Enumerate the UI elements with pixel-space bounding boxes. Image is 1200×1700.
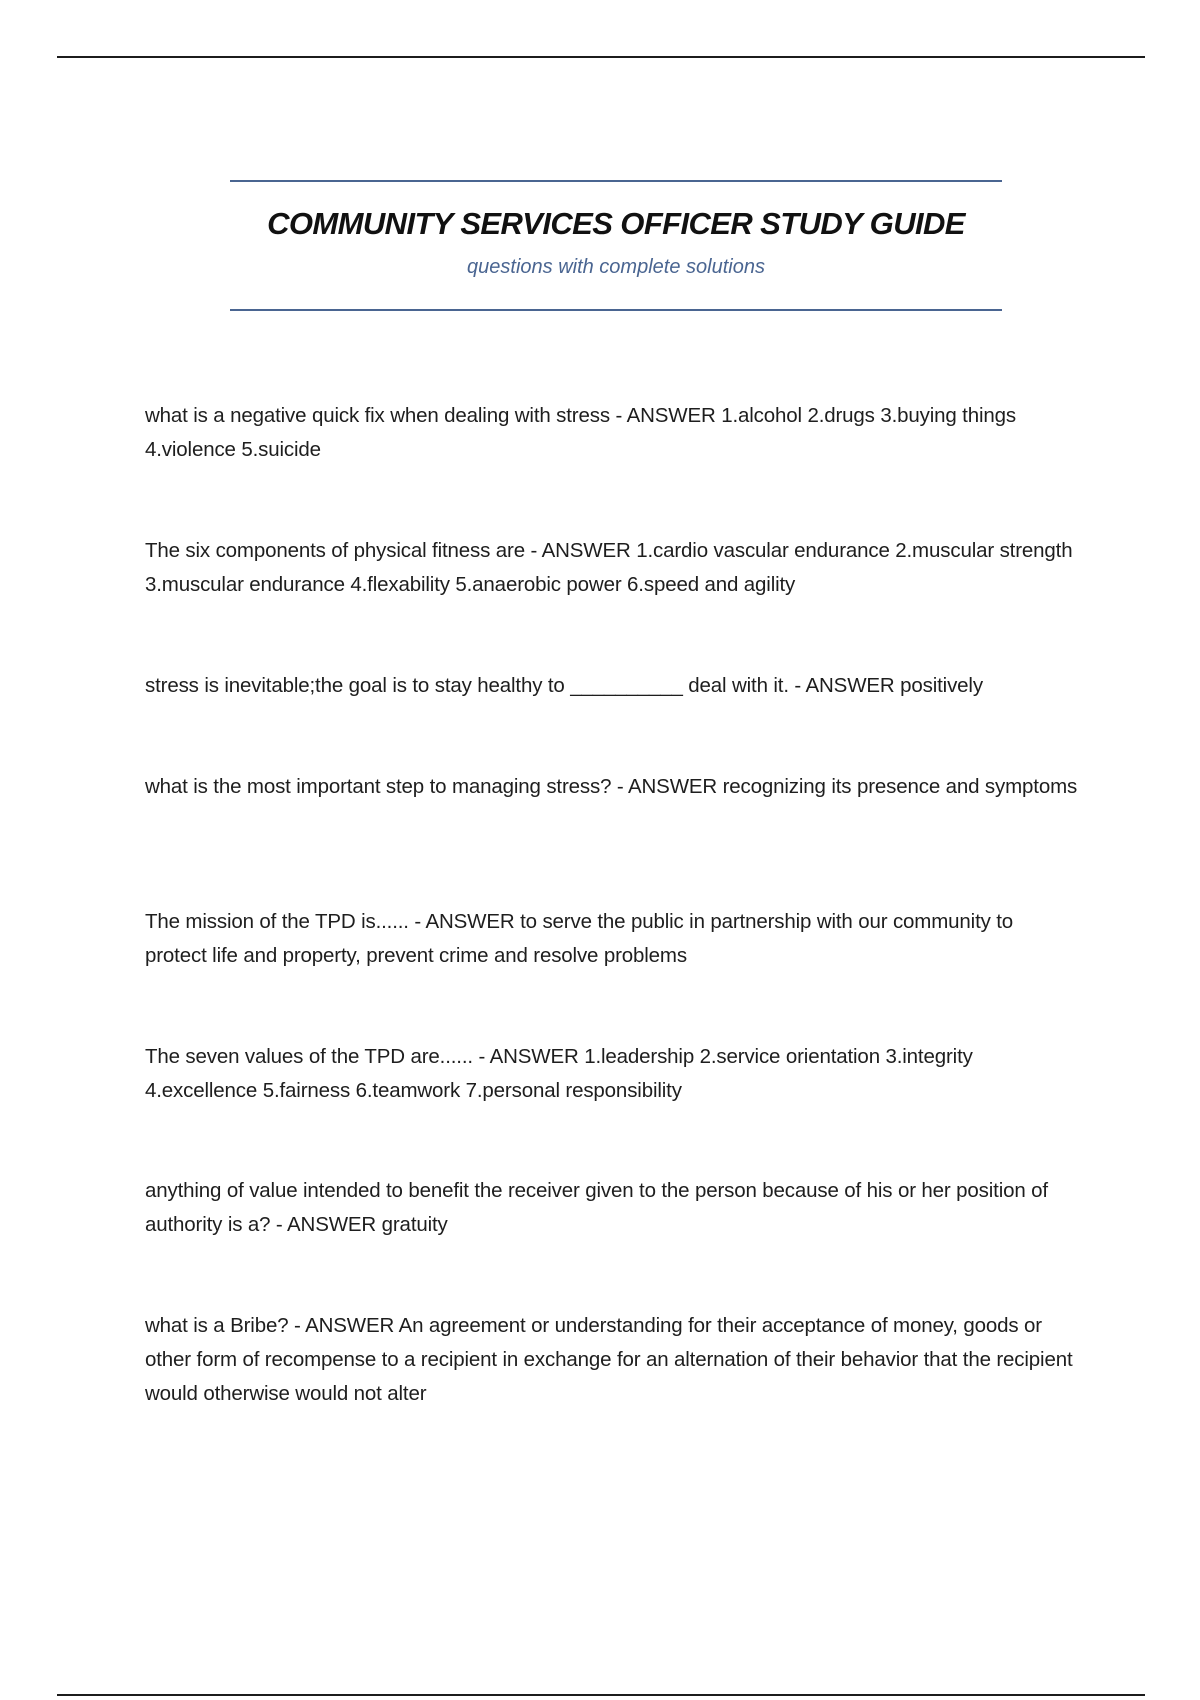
document-title: COMMUNITY SERVICES OFFICER STUDY GUIDE <box>267 206 965 241</box>
document-subtitle: questions with complete solutions <box>467 256 765 278</box>
qa-item: what is the most important step to managing stress? - ANSWER recognizing its presence and symptoms <box>145 775 1078 798</box>
qa-item: stress is inevitable;the goal is to stay healthy to __________ deal with it. - ANSWER positively <box>145 674 983 697</box>
page-header-rule <box>57 56 1145 58</box>
qa-item: what is a negative quick fix when dealing with stress - ANSWER 1.alcohol 2.drugs 3.buying things 4.violence 5.suicide <box>145 404 1016 461</box>
qa-item: what is a Bribe? - ANSWER An agreement or understanding for their acceptance of money, goods or other form of recompense to a recipient in exchange for an alternation of their behavior that the recipient would otherwise would not alter <box>145 1314 1073 1405</box>
qa-item: anything of value intended to benefit the receiver given to the person because of his or her position of authority is a? - ANSWER gratuity <box>145 1179 1048 1236</box>
qa-item: The mission of the TPD is...... - ANSWER to serve the public in partnership with our community to protect life and property, prevent crime and resolve problems <box>145 910 1014 967</box>
page-footer-rule <box>57 1694 1145 1696</box>
title-block <box>230 180 1002 312</box>
title-upper-rule <box>230 180 1002 182</box>
qa-item: The six components of physical fitness are - ANSWER 1.cardio vascular endurance 2.muscular strength 3.muscular endurance 4.flexability 5.anaerobic power 6.speed and agility <box>145 539 1073 596</box>
qa-item: The seven values of the TPD are...... - ANSWER 1.leadership 2.service orientation 3.integrity 4.excellence 5.fairness 6.teamwork 7.personal responsibility <box>145 1045 973 1102</box>
title-lower-rule <box>230 309 1002 311</box>
